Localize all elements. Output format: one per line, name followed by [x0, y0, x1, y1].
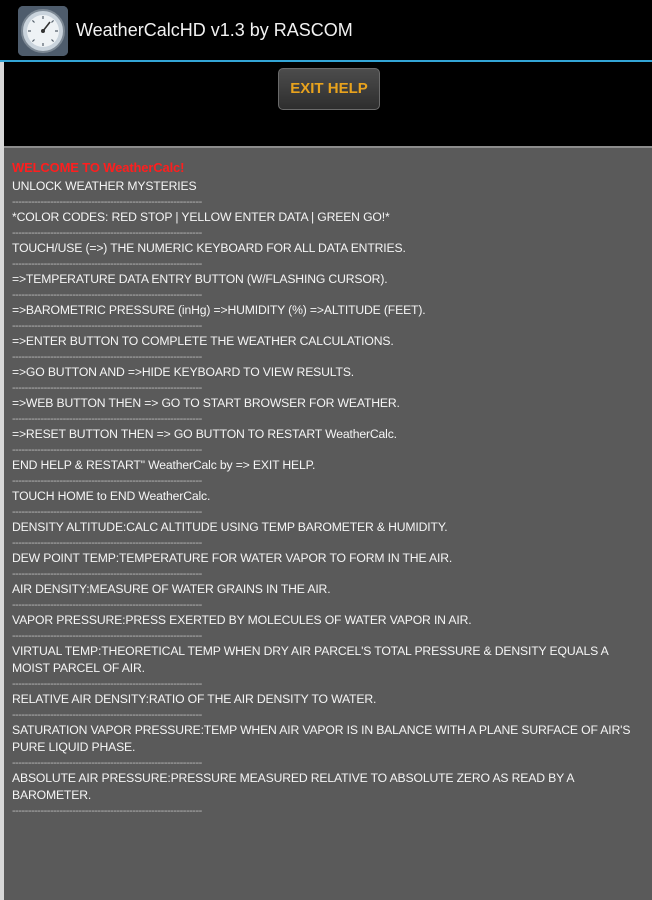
gauge-icon	[18, 6, 68, 56]
help-entry: =>ENTER BUTTON TO COMPLETE THE WEATHER CALCULATIONS.	[12, 334, 394, 348]
help-entry: RELATIVE AIR DENSITY:RATIO OF THE AIR DENSITY TO WATER.	[12, 692, 377, 706]
help-separator: ------------------------------------------------------------	[12, 289, 202, 301]
help-entry: =>GO BUTTON AND =>HIDE KEYBOARD TO VIEW RESULTS.	[12, 365, 355, 379]
help-entry: UNLOCK WEATHER MYSTERIES	[12, 179, 197, 193]
help-text-content	[12, 156, 648, 818]
help-separator: ------------------------------------------------------------	[12, 320, 202, 332]
help-entry: SATURATION VAPOR PRESSURE:TEMP WHEN AIR VAPOR IS IN BALANCE WITH A PLANE SURFACE OF AIR'S PURE LIQUID PHASE.	[12, 723, 631, 754]
help-separator: ------------------------------------------------------------	[12, 805, 202, 817]
help-separator: ------------------------------------------------------------	[12, 757, 202, 769]
help-entry: =>WEB BUTTON THEN => GO TO START BROWSER FOR WEATHER.	[12, 396, 400, 410]
help-entry: TOUCH/USE (=>) THE NUMERIC KEYBOARD FOR ALL DATA ENTRIES.	[12, 241, 406, 255]
help-entry: =>TEMPERATURE DATA ENTRY BUTTON (W/FLASHING CURSOR).	[12, 272, 388, 286]
app-title: WeatherCalcHD v1.3 by RASCOM	[76, 20, 353, 40]
help-entry: TOUCH HOME to END WeatherCalc.	[12, 489, 211, 503]
help-entry: *COLOR CODES: RED STOP | YELLOW ENTER DATA | GREEN GO!*	[12, 210, 390, 224]
help-entry: VIRTUAL TEMP:THEORETICAL TEMP WHEN DRY AIR PARCEL'S TOTAL PRESSURE & DENSITY EQUALS A MOIST PARCEL OF AIR.	[12, 644, 608, 675]
help-separator: ------------------------------------------------------------	[12, 506, 202, 518]
help-separator: ------------------------------------------------------------	[12, 630, 202, 642]
help-separator: ------------------------------------------------------------	[12, 475, 202, 487]
help-entry: ABSOLUTE AIR PRESSURE:PRESSURE MEASURED RELATIVE TO ABSOLUTE ZERO AS READ BY A BAROMETER.	[12, 771, 574, 802]
exit-help-button[interactable]: EXIT HELP	[278, 68, 380, 110]
help-entry: VAPOR PRESSURE:PRESS EXERTED BY MOLECULES OF WATER VAPOR IN AIR.	[12, 613, 472, 627]
help-separator: ------------------------------------------------------------	[12, 351, 202, 363]
help-separator: ------------------------------------------------------------	[12, 709, 202, 721]
help-separator: ------------------------------------------------------------	[12, 258, 202, 270]
help-separator: ------------------------------------------------------------	[12, 444, 202, 456]
weathercalc-app-icon[interactable]	[18, 6, 68, 56]
help-entry: END HELP & RESTART" WeatherCalc by => EXIT HELP.	[12, 458, 316, 472]
help-separator: ------------------------------------------------------------	[12, 382, 202, 394]
help-separator: ------------------------------------------------------------	[12, 599, 202, 611]
help-entry: =>RESET BUTTON THEN => GO BUTTON TO RESTART WeatherCalc.	[12, 427, 397, 441]
help-entry: AIR DENSITY:MEASURE OF WATER GRAINS IN THE AIR.	[12, 582, 331, 596]
help-separator: ------------------------------------------------------------	[12, 537, 202, 549]
help-separator: ------------------------------------------------------------	[12, 413, 202, 425]
action-bar	[0, 0, 652, 62]
help-entry: =>BAROMETRIC PRESSURE (inHg) =>HUMIDITY (%) =>ALTITUDE (FEET).	[12, 303, 426, 317]
help-entry: DENSITY ALTITUDE:CALC ALTITUDE USING TEMP BAROMETER & HUMIDITY.	[12, 520, 448, 534]
help-separator: ------------------------------------------------------------	[12, 568, 202, 580]
help-separator: ------------------------------------------------------------	[12, 678, 202, 690]
help-entry: DEW POINT TEMP:TEMPERATURE FOR WATER VAPOR TO FORM IN THE AIR.	[12, 551, 453, 565]
help-separator: ------------------------------------------------------------	[12, 196, 202, 208]
welcome-heading: WELCOME TO WeatherCalc!	[12, 160, 185, 175]
help-separator: ------------------------------------------------------------	[12, 227, 202, 239]
